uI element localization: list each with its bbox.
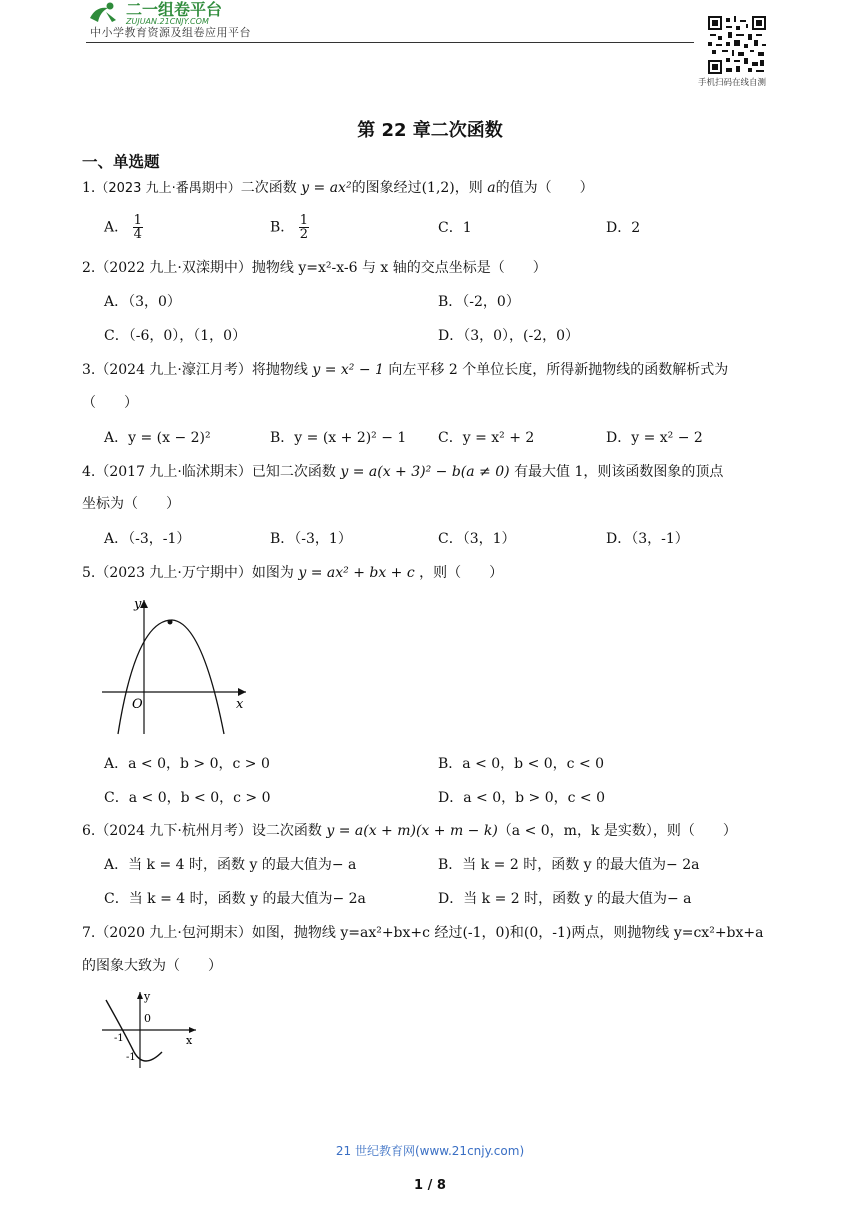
q2-option-d[interactable]: D．（3，0），(-2，0）	[438, 328, 580, 344]
page-number: 1 / 8	[414, 1178, 446, 1193]
question-4-line2: 坐标为（ ）	[82, 496, 180, 512]
q5-graph	[98, 592, 250, 738]
question-4	[82, 462, 723, 482]
q1-option-c[interactable]: C．1	[438, 220, 472, 236]
logo-url: ZUJUAN.21CNJY.COM	[126, 17, 209, 26]
question-3-line2: （ ）	[82, 395, 138, 411]
footer-link[interactable]: 21 世纪教育网(www.21cnjy.com)	[335, 1144, 525, 1158]
question-6	[82, 821, 737, 841]
q6-option-c[interactable]: C．当 k = 4 时，函数 y 的最大值为− 2a	[104, 891, 366, 907]
q5-text-cont: ，则（ ）	[419, 565, 504, 581]
q5-option-b[interactable]: B．a < 0，b < 0，c < 0	[438, 756, 605, 772]
vertex-point	[168, 620, 173, 625]
question-5	[82, 563, 503, 583]
q3-option-b[interactable]: B．y = (x + 2)² − 1	[270, 430, 407, 446]
origin-label: O	[132, 697, 143, 712]
q1-mid: 的图象经过(1,2)，则	[351, 180, 483, 196]
q2-option-a[interactable]: A．（3，0）	[104, 294, 181, 310]
section-title: 一、单选题	[82, 153, 160, 171]
q3-text: 3.（2024 九上·濠江月考）将抛物线	[82, 362, 308, 378]
neg1-y-label: -1	[126, 1052, 136, 1063]
question-2: 2.（2022 九上·双滦期中）抛物线 y=x²-x-6 与 x 轴的交点坐标是（ ）	[82, 260, 547, 276]
q7-graph	[100, 988, 204, 1070]
q6-option-b[interactable]: B．当 k = 2 时，函数 y 的最大值为− 2a	[438, 857, 700, 873]
qr-code-icon[interactable]	[708, 16, 766, 74]
q6-text: 6.（2024 九下·杭州月考）设二次函数	[82, 823, 322, 839]
option-label: B．	[270, 219, 295, 236]
q1-post: 的值为（ ）	[495, 180, 594, 196]
x-axis-label: x	[236, 697, 244, 712]
q3-text-cont: 向左平移 2 个单位长度，所得新抛物线的函数解析式为	[388, 362, 729, 378]
y-axis-label: y	[134, 597, 142, 612]
q5-text: 5.（2023 九上·万宁期中）如图为	[82, 565, 294, 581]
q4-formula: y = a(x + 3)² − b(a ≠ 0)	[340, 464, 510, 480]
q1-variable: a	[487, 180, 496, 196]
x-axis-arrow	[189, 1027, 196, 1033]
q6-option-a[interactable]: A．当 k = 4 时，函数 y 的最大值为− a	[104, 857, 357, 873]
q1-formula: y = ax²	[301, 180, 352, 196]
header-divider	[86, 42, 694, 43]
q4-option-c[interactable]: C．（3，1）	[438, 531, 516, 547]
q1-number: 1.	[82, 180, 96, 196]
q3-option-a[interactable]: A．y = (x − 2)²	[104, 430, 211, 446]
q1-pre: 二次函数	[240, 180, 297, 196]
question-1	[82, 178, 594, 199]
q6-formula: y = a(x + m)(x + m − k)	[326, 823, 498, 839]
q3-option-d[interactable]: D．y = x² − 2	[606, 430, 703, 446]
q2-option-c[interactable]: C．（-6，0），（1，0）	[104, 328, 247, 344]
q5-option-c[interactable]: C．a < 0，b < 0，c > 0	[104, 790, 271, 806]
q3-option-c[interactable]: C．y = x² + 2	[438, 430, 535, 446]
q5-option-d[interactable]: D．a < 0，b > 0，c < 0	[438, 790, 605, 806]
q3-formula: y = x² − 1	[312, 362, 384, 378]
fraction	[133, 214, 143, 241]
question-7-line2: 的图象大致为（ ）	[82, 958, 222, 974]
qr-caption: 手机扫码在线自测	[698, 78, 767, 88]
q4-text-cont: 有最大值 1，则该函数图象的顶点	[514, 464, 724, 480]
q4-option-d[interactable]: D．（3，-1）	[606, 531, 689, 547]
q6-option-d[interactable]: D．当 k = 2 时，函数 y 的最大值为− a	[438, 891, 692, 907]
fraction	[299, 214, 309, 241]
zero-label: 0	[144, 1012, 151, 1025]
option-label: A．	[104, 219, 129, 236]
logo	[86, 0, 286, 26]
logo-tagline: 中小学教育资源及组卷应用平台	[90, 26, 251, 39]
parabola-curve	[118, 620, 224, 734]
q4-option-a[interactable]: A．（-3，-1）	[104, 531, 191, 547]
fraction-denominator: 4	[133, 227, 142, 242]
x-axis-arrow	[238, 688, 246, 696]
q6-text-cont: （a < 0，m，k 是实数），则（ ）	[497, 823, 737, 839]
question-3	[82, 360, 728, 380]
q1-option-b[interactable]	[270, 214, 309, 241]
q5-formula: y = ax² + bx + c	[298, 565, 415, 581]
fraction-numerator: 1	[299, 213, 309, 228]
fraction-denominator: 2	[299, 227, 309, 242]
logo-text: 二一组卷平台	[126, 0, 223, 19]
q1-option-d[interactable]: D．2	[606, 220, 641, 236]
y-axis-arrow	[137, 992, 143, 999]
q5-option-a[interactable]: A．a < 0，b > 0，c > 0	[104, 756, 270, 772]
x-axis-label: x	[186, 1034, 193, 1047]
q1-option-a[interactable]	[104, 214, 143, 241]
fraction-numerator: 1	[133, 213, 142, 228]
q4-text: 4.（2017 九上·临沭期末）已知二次函数	[82, 464, 336, 480]
neg1-x-label: -1	[114, 1033, 124, 1044]
question-7: 7.（2020 九上·包河期末）如图，抛物线 y=ax²+bx+c 经过(-1，0)和(0，-1)两点，则抛物线 y=cx²+bx+a	[82, 925, 764, 941]
q1-source: （2023 九上·番禺期中）	[95, 181, 241, 196]
q4-option-b[interactable]: B．（-3，1）	[270, 531, 352, 547]
q2-option-b[interactable]: B．（-2，0）	[438, 294, 520, 310]
y-axis-label: y	[144, 990, 151, 1003]
page-title: 第 22 章二次函数	[357, 120, 503, 141]
